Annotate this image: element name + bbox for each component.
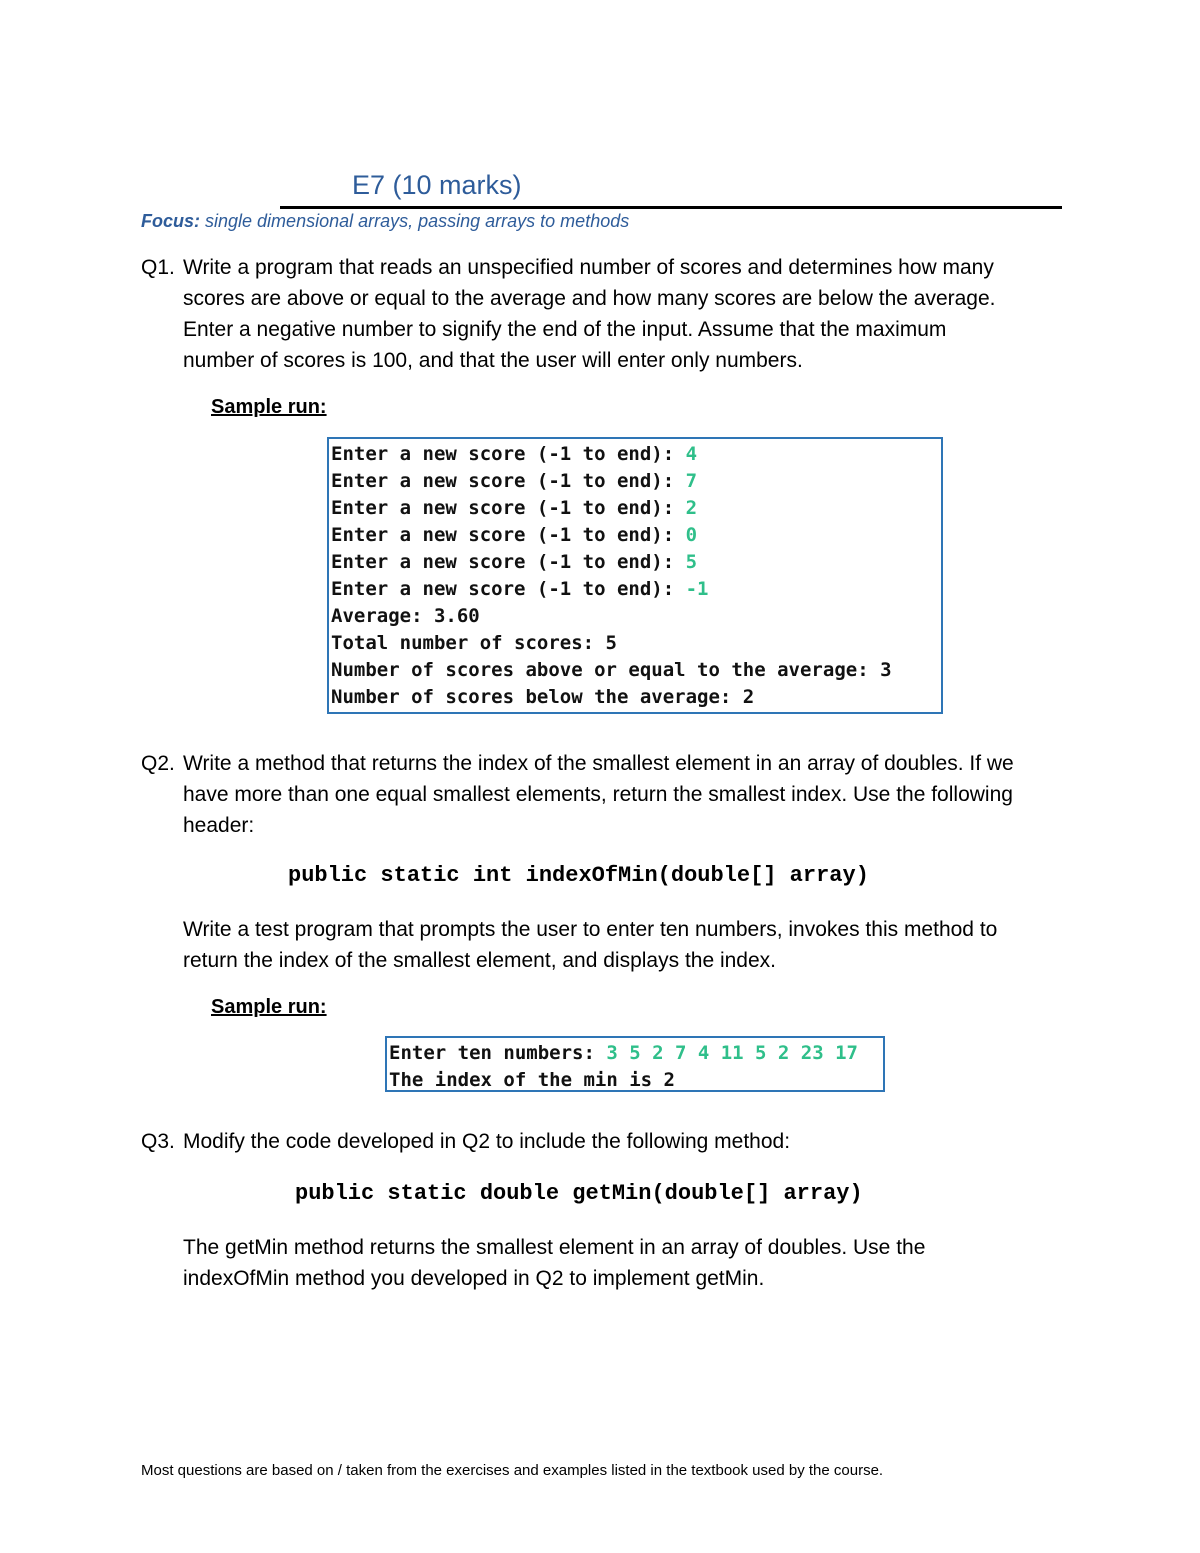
console-line: Enter a new score (-1 to end): 0: [331, 524, 698, 546]
q2-line: header:: [183, 814, 255, 837]
focus-label: Focus:: [141, 211, 201, 231]
focus-line: [141, 211, 629, 232]
q2-line: Write a test program that prompts the user to enter ten numbers, invokes this method to: [183, 918, 998, 941]
console-line: Enter a new score (-1 to end): 7: [331, 470, 698, 492]
q2-line: Write a method that returns the index of the smallest element in an array of doubles. If we: [183, 752, 1014, 775]
console-line: Enter a new score (-1 to end): 5: [331, 551, 698, 573]
q1-line: scores are above or equal to the average and how many scores are below the average.: [183, 287, 996, 310]
q3-line: indexOfMin method you developed in Q2 to implement getMin.: [183, 1267, 765, 1290]
q1-number: Q1.: [141, 256, 175, 279]
q3-number: Q3.: [141, 1130, 175, 1153]
console-line: Average: 3.60: [331, 605, 480, 627]
console-line: Enter a new score (-1 to end): -1: [331, 578, 709, 600]
q1-text: [183, 252, 996, 376]
q2-sample-console: [385, 1036, 885, 1092]
q1-line: Enter a negative number to signify the end of the input. Assume that the maximum: [183, 318, 947, 341]
q1-line: number of scores is 100, and that the user will enter only numbers.: [183, 349, 803, 372]
console-line: Number of scores below the average: 2: [331, 686, 755, 708]
q1-line: Write a program that reads an unspecified number of scores and determines how many: [183, 256, 994, 279]
console-line: Enter a new score (-1 to end): 4: [331, 443, 698, 465]
q3-line: The getMin method returns the smallest element in an array of doubles. Use the: [183, 1236, 926, 1259]
q2-line: return the index of the smallest element, and displays the index.: [183, 949, 777, 972]
console-line: Total number of scores: 5: [331, 632, 617, 654]
q2-text-2: [183, 914, 997, 976]
q2-text: [183, 748, 1014, 841]
q3-text: [183, 1232, 925, 1294]
q1-sample-label: Sample run:: [211, 396, 327, 418]
console-line: The index of the min is 2: [389, 1069, 675, 1091]
q1-sample-console: [327, 437, 943, 714]
q2-number: Q2.: [141, 752, 175, 775]
q2-line: have more than one equal smallest elements, return the smallest index. Use the following: [183, 783, 1013, 806]
q2-method-header: public static int indexOfMin(double[] array): [288, 863, 869, 888]
q2-sample-label: Sample run:: [211, 996, 327, 1018]
focus-text: single dimensional arrays, passing arrays to methods: [200, 211, 630, 231]
page-title: E7 (10 marks): [352, 170, 522, 200]
page-footer: Most questions are based on / taken from the exercises and examples listed in the textbook used by the course.: [141, 1462, 884, 1479]
title-divider: [280, 206, 1062, 209]
console-line: Enter a new score (-1 to end): 2: [331, 497, 698, 519]
q3-method-header: public static double getMin(double[] array): [295, 1181, 863, 1206]
console-line: Number of scores above or equal to the average: 3: [331, 659, 892, 681]
q3-line: Modify the code developed in Q2 to include the following method:: [183, 1130, 791, 1153]
console-line: Enter ten numbers: 3 5 2 7 4 11 5 2 23 17: [389, 1042, 859, 1064]
